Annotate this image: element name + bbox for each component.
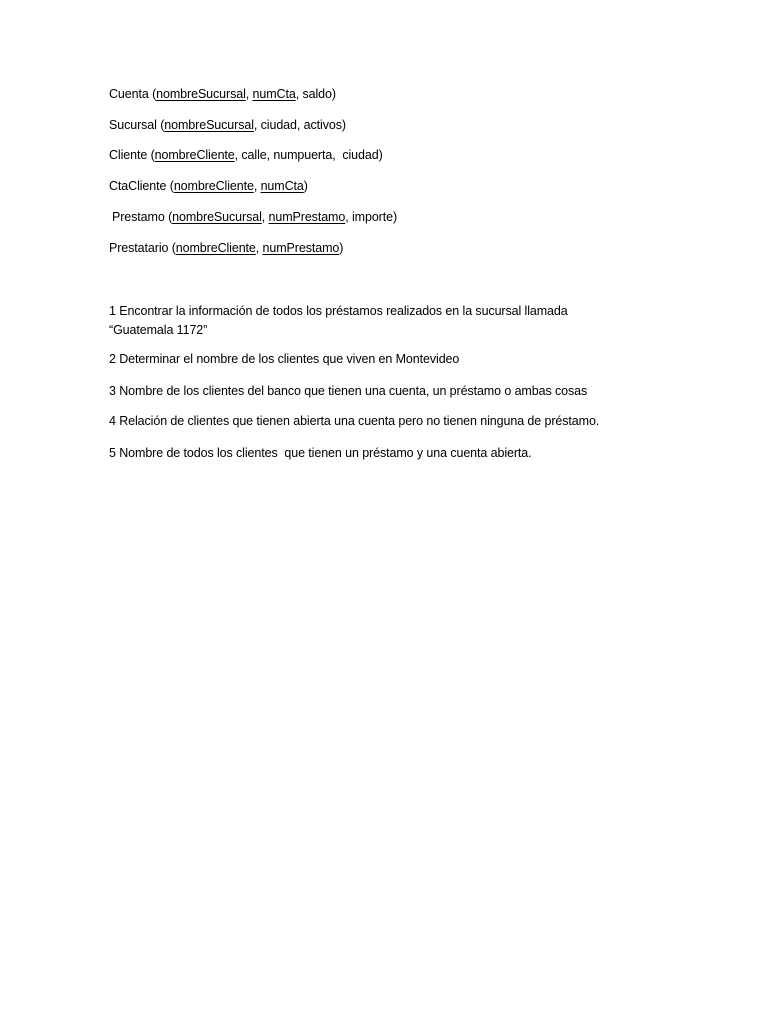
schema-name: Cuenta [109,87,149,101]
primary-key-attribute: numPrestamo [262,241,340,255]
schema-name: Sucursal [109,118,157,132]
question-4: 4 Relación de clientes que tienen abierta una cuenta pero no tienen ninguna de préstamo. [109,414,600,428]
question-5: 5 Nombre de todos los clientes que tienen un préstamo y una cuenta abierta. [109,446,532,460]
schema-attributes: importe [351,210,393,224]
question-1-continuation: “Guatemala 1172” [109,323,208,337]
schema-cliente: Cliente (nombreCliente, calle, numpuerta, ciudad) [109,148,383,162]
schema-name: CtaCliente [109,179,167,193]
question-3: 3 Nombre de los clientes del banco que tienen una cuenta, un préstamo o ambas cosas [109,384,588,398]
question-2: 2 Determinar el nombre de los clientes que viven en Montevideo [109,352,460,366]
primary-key-attribute: nombreSucursal [156,87,246,101]
primary-key-attribute: numCta [252,87,296,101]
schema-prestamo: Prestamo (nombreSucursal, numPrestamo, importe) [112,210,398,224]
schema-attributes: calle, numpuerta, ciudad [241,148,379,162]
question-1: 1 Encontrar la información de todos los préstamos realizados en la sucursal llamada [109,304,568,318]
primary-key-attribute: nombreCliente [173,179,254,193]
schema-attributes: saldo [302,87,332,101]
schema-attributes: ciudad, activos [260,118,342,132]
primary-key-attribute: numPrestamo [268,210,346,224]
primary-key-attribute: nombreCliente [154,148,235,162]
schema-ctacliente: CtaCliente (nombreCliente, numCta) [109,179,308,193]
primary-key-attribute: numCta [260,179,304,193]
schema-cuenta: Cuenta (nombreSucursal, numCta, saldo) [109,87,336,101]
schema-name: Cliente [109,148,148,162]
primary-key-attribute: nombreSucursal [172,210,262,224]
schema-prestatario: Prestatario (nombreCliente, numPrestamo) [109,241,344,255]
schema-name: Prestatario [109,241,169,255]
primary-key-attribute: nombreSucursal [164,118,254,132]
schema-name: Prestamo [112,210,165,224]
schema-sucursal: Sucursal (nombreSucursal, ciudad, activos) [109,118,346,132]
primary-key-attribute: nombreCliente [175,241,256,255]
